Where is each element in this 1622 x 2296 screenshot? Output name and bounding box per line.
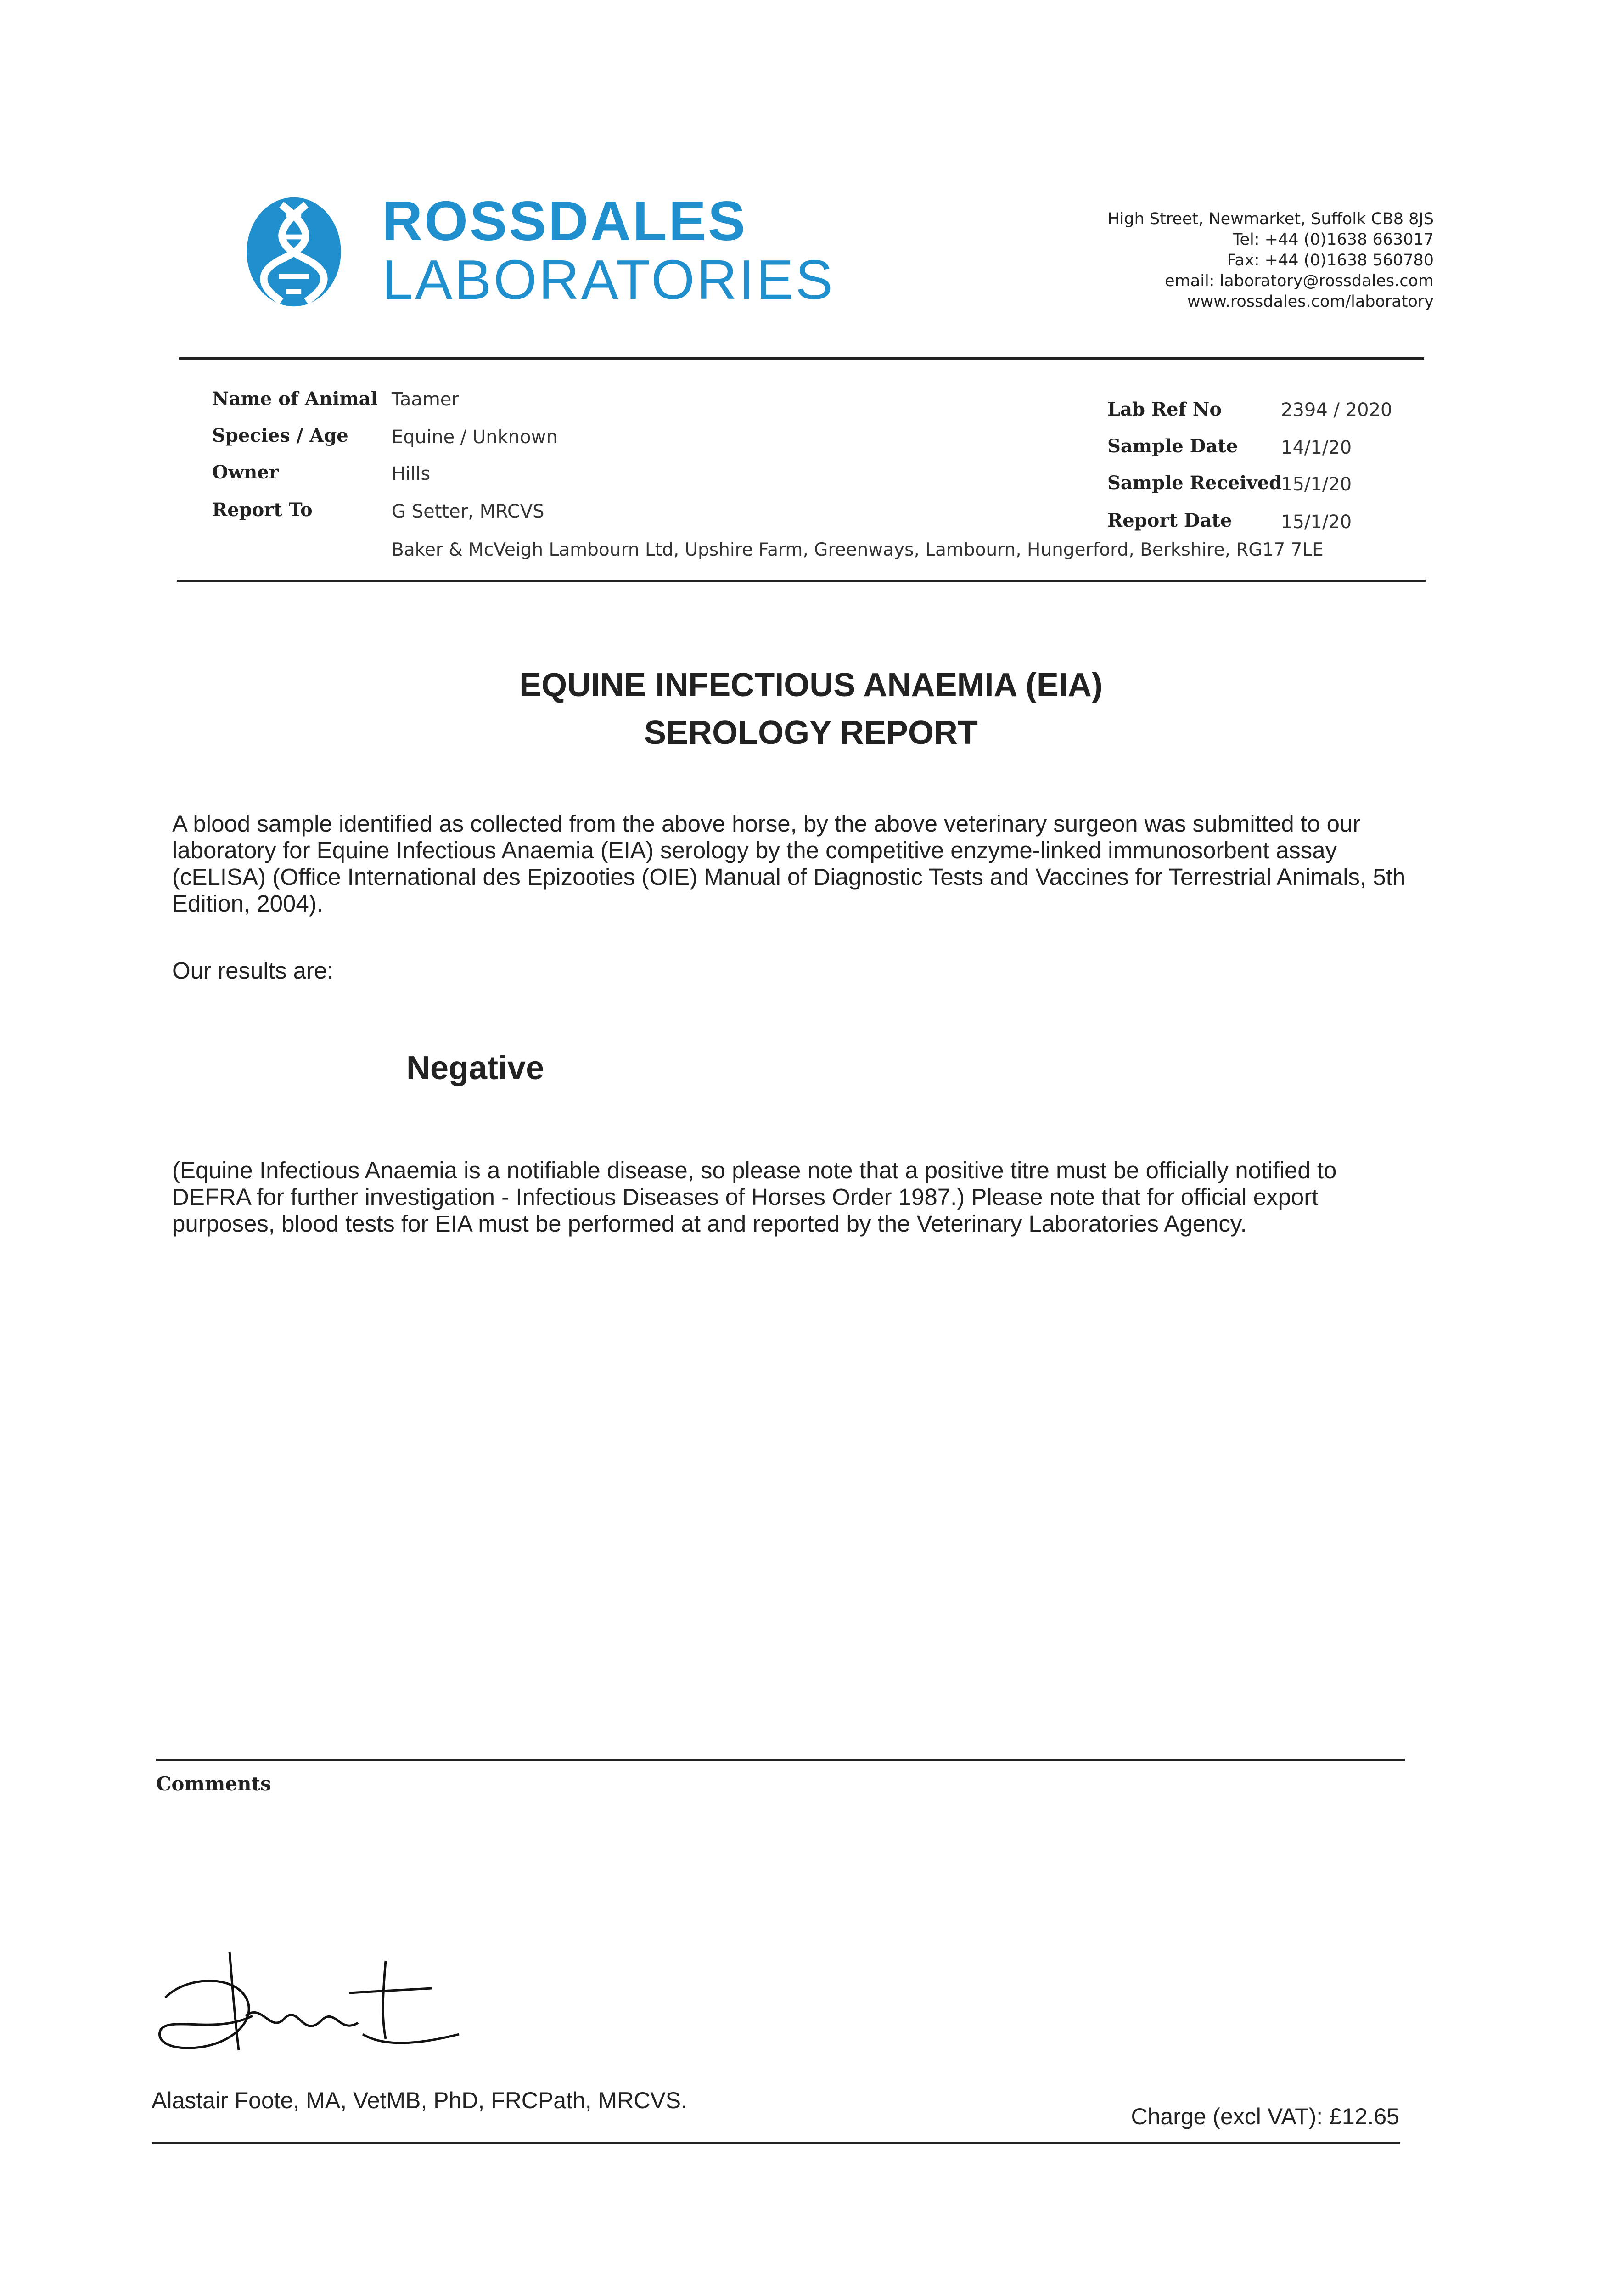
report-date-label: Report Date [1107, 510, 1232, 531]
sample-received-label: Sample Received [1107, 472, 1282, 494]
report-title-line1: EQUINE INFECTIOUS ANAEMIA (EIA) [519, 667, 1103, 703]
telephone: Tel: +44 (0)1638 663017 [1233, 231, 1434, 249]
results-intro: Our results are: [172, 957, 334, 984]
species-age-value: Equine / Unknown [392, 427, 558, 448]
fax: Fax: +44 (0)1638 560780 [1227, 251, 1434, 270]
sample-received-value: 15/1/20 [1281, 474, 1352, 495]
contact-block [1107, 209, 1434, 312]
signature-image [147, 1942, 487, 2062]
name-of-animal-value: Taamer [392, 389, 459, 410]
header-divider [179, 357, 1424, 360]
owner-value: Hills [392, 463, 431, 484]
notifiable-disease-note: (Equine Infectious Anaemia is a notifiable disease, so please note that a positive titre must be officially notified to DEFRA for further investigation - Infectious Diseases of Horses Order 1987.) Please note that for official export purposes, blood tests for EIA must be performed at and reported by the Veterinary Laboratories Agency. [172, 1157, 1337, 1237]
website: www.rossdales.com/laboratory [1187, 293, 1434, 311]
brand-line1: ROSSDALES [382, 190, 747, 252]
report-date-value: 15/1/20 [1281, 512, 1352, 533]
brand-line2: LABORATORIES [382, 248, 835, 311]
name-of-animal-label: Name of Animal [212, 388, 378, 410]
lab-ref-value: 2394 / 2020 [1281, 400, 1392, 421]
owner-label: Owner [212, 461, 279, 483]
signatory-name: Alastair Foote, MA, VetMB, PhD, FRCPath, MRCVS. [152, 2088, 688, 2113]
email: email: laboratory@rossdales.com [1165, 272, 1434, 290]
sample-date-value: 14/1/20 [1281, 437, 1352, 458]
species-age-label: Species / Age [212, 425, 348, 446]
intro-paragraph: A blood sample identified as collected from the above horse, by the above veterinary surgeon was submitted to our laboratory for Equine Infectious Anaemia (EIA) serology by the competitive enzyme-linked immunosorbent assay (cELISA) (Office International des Epizooties (OIE) Manual of Diagnostic Tests and Vaccines for Terrestrial Animals, 5th Edition, 2004). [172, 810, 1406, 917]
lab-ref-label: Lab Ref No [1107, 399, 1222, 420]
report-title-line2: SEROLOGY REPORT [644, 715, 978, 751]
report-to-address: Baker & McVeigh Lambourn Ltd, Upshire Farm, Greenways, Lambourn, Hungerford, Berkshire, RG17 7LE [392, 540, 1324, 560]
comments-label: Comments [156, 1773, 271, 1795]
footer-divider [152, 2142, 1400, 2144]
dna-logo-icon [232, 187, 356, 311]
result-value: Negative [406, 1050, 544, 1086]
report-title [0, 661, 1622, 757]
report-to-value: G Setter, MRCVS [392, 501, 544, 522]
comments-divider [156, 1759, 1405, 1761]
address: High Street, Newmarket, Suffolk CB8 8JS [1107, 210, 1434, 228]
sample-date-label: Sample Date [1107, 435, 1238, 457]
charge-amount: Charge (excl VAT): £12.65 [1131, 2104, 1399, 2129]
details-divider [177, 580, 1426, 582]
report-to-label: Report To [212, 499, 313, 521]
brand-name [382, 190, 835, 311]
